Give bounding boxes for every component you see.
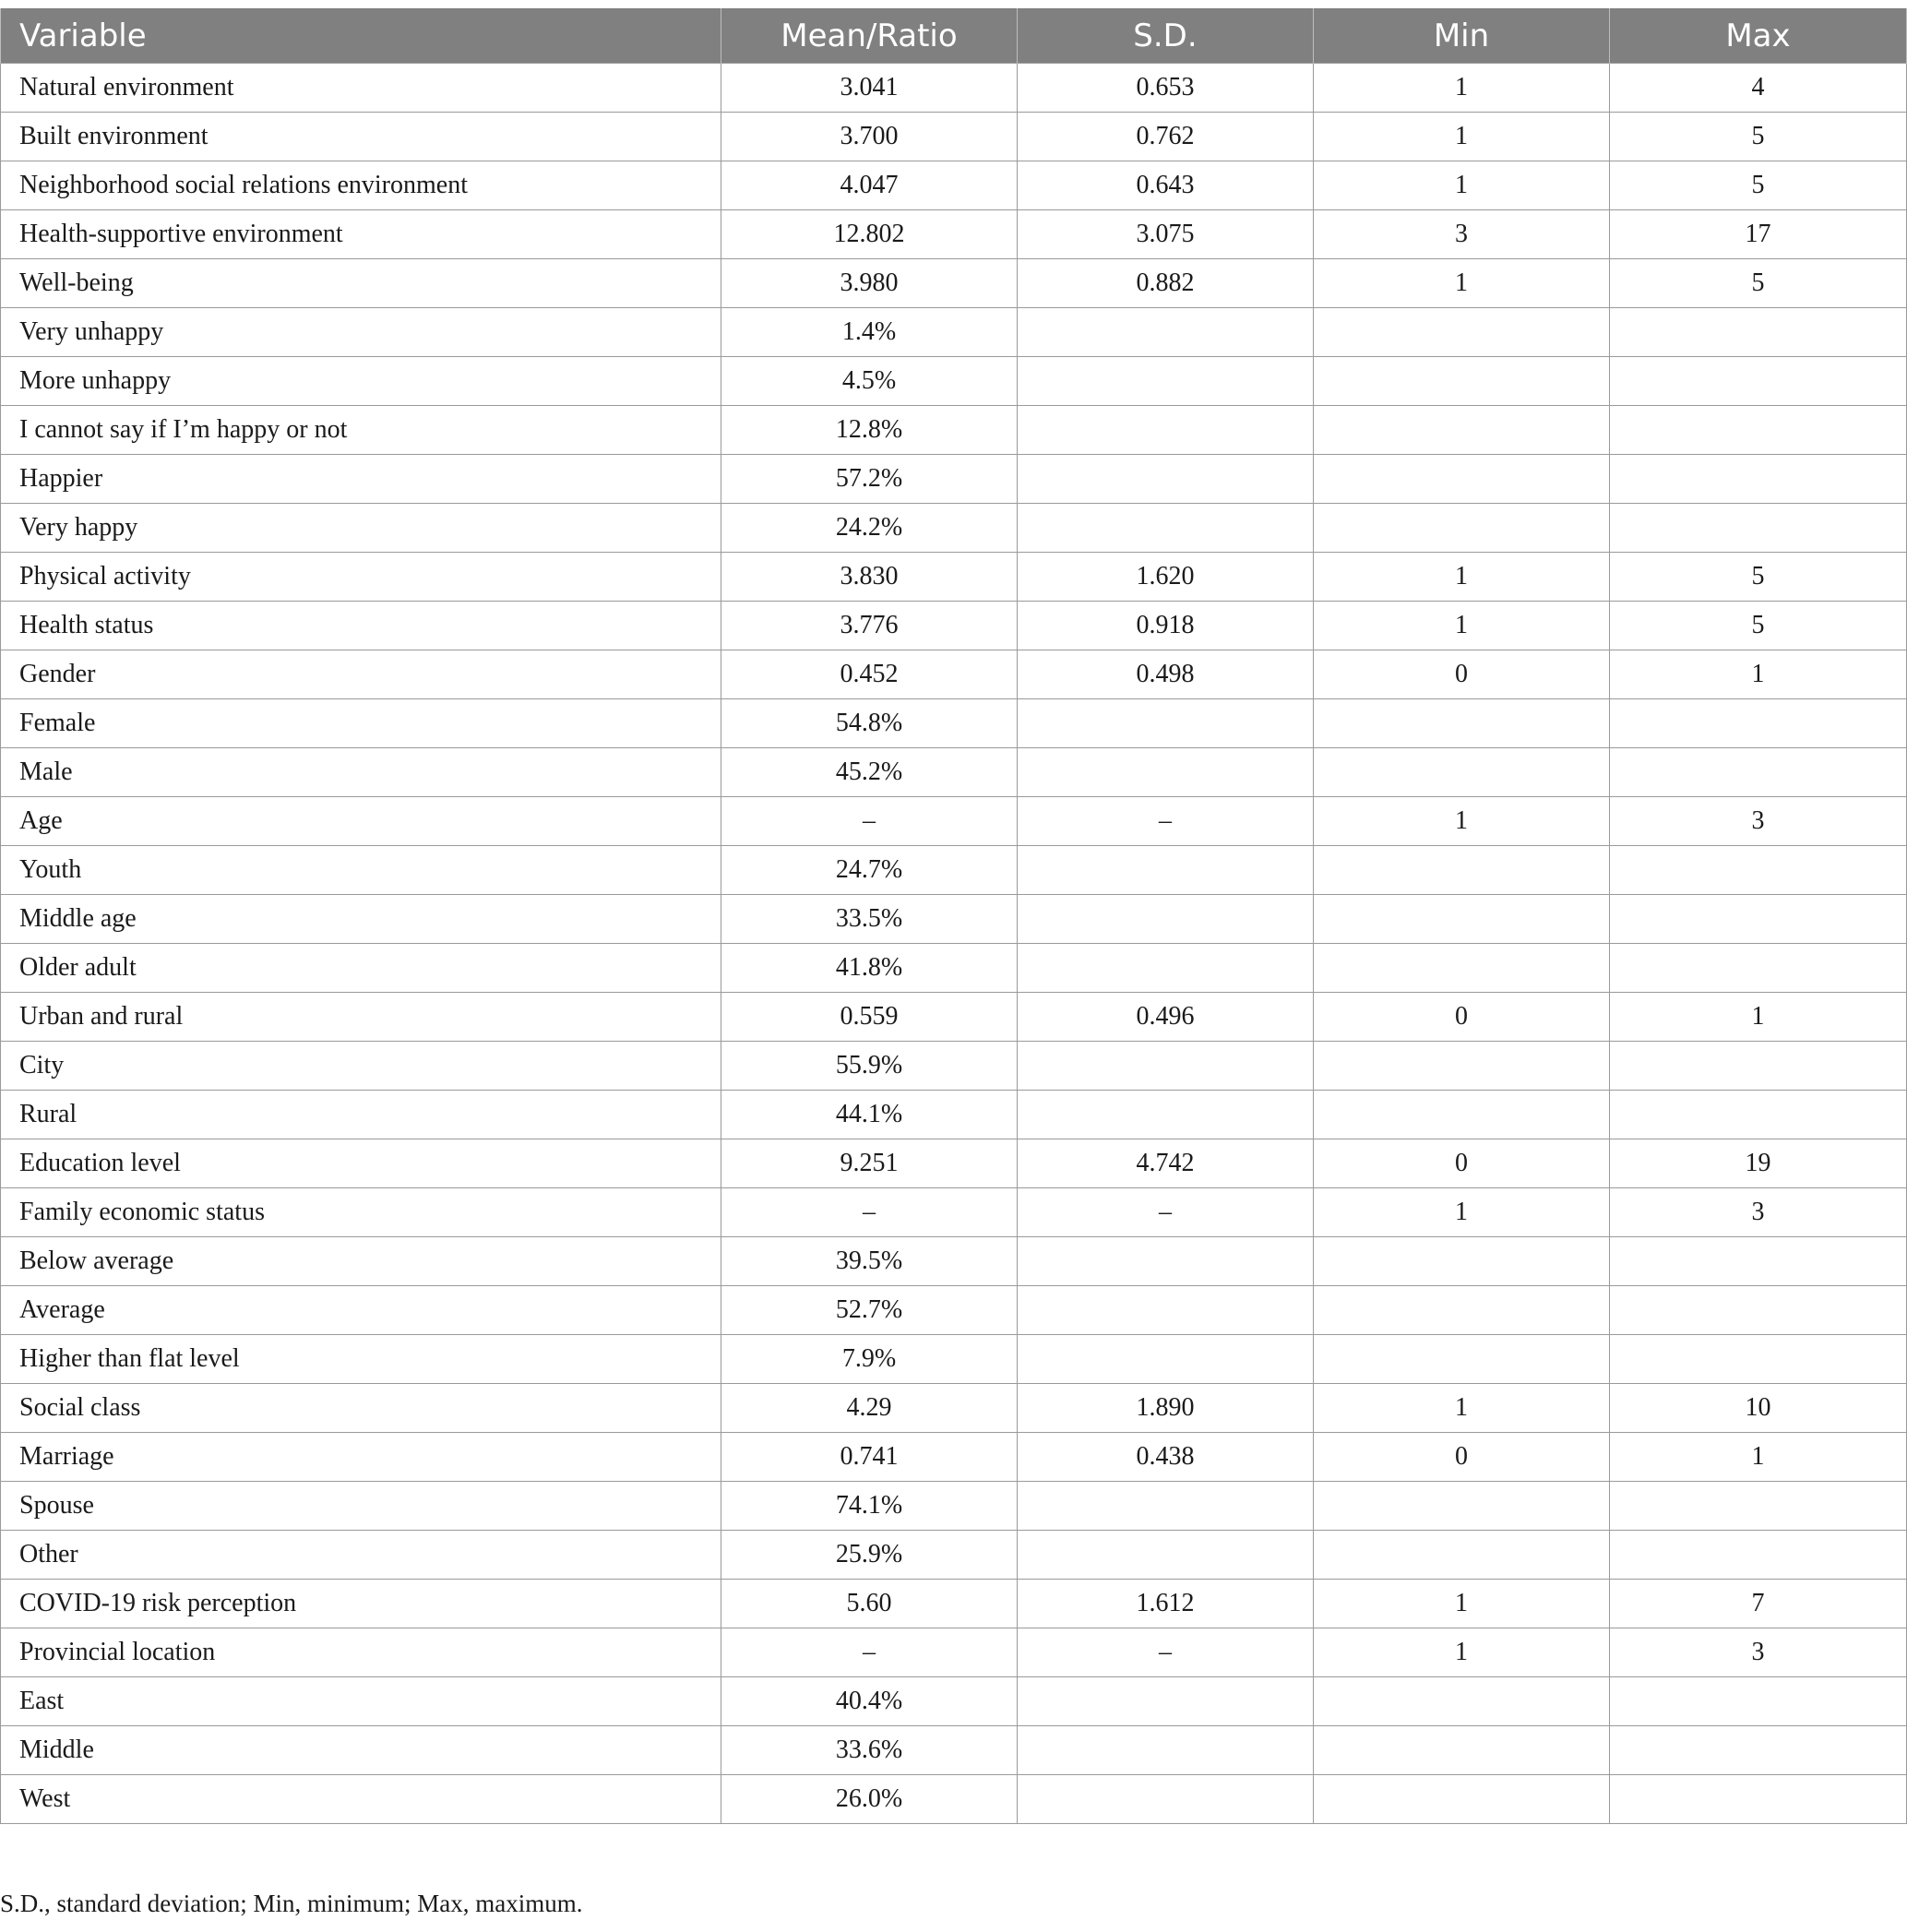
table-row (1, 846, 1907, 895)
table-row (1, 1628, 1907, 1677)
cell-mean-ratio: 7.9% (721, 1335, 1018, 1384)
table-row (1, 161, 1907, 210)
cell-sd (1018, 455, 1314, 504)
table-row (1, 1531, 1907, 1580)
cell-mean-ratio: 24.2% (721, 504, 1018, 553)
table-row (1, 357, 1907, 406)
cell-mean-ratio: 3.776 (721, 602, 1018, 650)
cell-mean-ratio: 25.9% (721, 1531, 1018, 1580)
table-row (1, 1286, 1907, 1335)
cell-max: 5 (1610, 161, 1907, 210)
cell-max: 5 (1610, 259, 1907, 308)
cell-sd (1018, 1286, 1314, 1335)
cell-sd: 0.438 (1018, 1433, 1314, 1482)
cell-variable: Built environment (1, 113, 721, 161)
table-row (1, 650, 1907, 699)
cell-min (1314, 748, 1610, 797)
cell-sd (1018, 357, 1314, 406)
table-row (1, 1775, 1907, 1824)
cell-min (1314, 1775, 1610, 1824)
cell-mean-ratio: 3.700 (721, 113, 1018, 161)
cell-variable: Provincial location (1, 1628, 721, 1677)
cell-max (1610, 944, 1907, 993)
cell-min (1314, 1482, 1610, 1531)
cell-sd: 1.620 (1018, 553, 1314, 602)
table-row (1, 455, 1907, 504)
table-row (1, 210, 1907, 259)
cell-sd: 0.762 (1018, 113, 1314, 161)
table-row (1, 504, 1907, 553)
table-row (1, 553, 1907, 602)
cell-max (1610, 699, 1907, 748)
cell-mean-ratio: 41.8% (721, 944, 1018, 993)
cell-mean-ratio: 45.2% (721, 748, 1018, 797)
cell-mean-ratio: 54.8% (721, 699, 1018, 748)
cell-mean-ratio: 12.8% (721, 406, 1018, 455)
cell-variable: Marriage (1, 1433, 721, 1482)
cell-min: 0 (1314, 1433, 1610, 1482)
cell-min: 1 (1314, 1384, 1610, 1433)
cell-min (1314, 1677, 1610, 1726)
cell-mean-ratio: 24.7% (721, 846, 1018, 895)
cell-max: 5 (1610, 553, 1907, 602)
cell-variable: Middle (1, 1726, 721, 1775)
cell-variable: Health status (1, 602, 721, 650)
cell-max (1610, 1237, 1907, 1286)
cell-sd (1018, 1775, 1314, 1824)
cell-max: 3 (1610, 1628, 1907, 1677)
cell-sd (1018, 1091, 1314, 1139)
cell-min (1314, 1237, 1610, 1286)
cell-variable: City (1, 1042, 721, 1091)
cell-min (1314, 504, 1610, 553)
cell-min: 1 (1314, 1188, 1610, 1237)
cell-max (1610, 1775, 1907, 1824)
cell-variable: Very unhappy (1, 308, 721, 357)
cell-variable: Social class (1, 1384, 721, 1433)
cell-min (1314, 455, 1610, 504)
cell-sd (1018, 895, 1314, 944)
cell-max (1610, 357, 1907, 406)
cell-sd: 0.653 (1018, 64, 1314, 113)
cell-mean-ratio: 33.6% (721, 1726, 1018, 1775)
cell-min: 0 (1314, 993, 1610, 1042)
table-row (1, 113, 1907, 161)
cell-sd (1018, 1482, 1314, 1531)
cell-min: 1 (1314, 1580, 1610, 1628)
cell-max (1610, 846, 1907, 895)
cell-variable: More unhappy (1, 357, 721, 406)
cell-max: 1 (1610, 650, 1907, 699)
cell-sd: – (1018, 1188, 1314, 1237)
cell-mean-ratio: 26.0% (721, 1775, 1018, 1824)
cell-variable: Education level (1, 1139, 721, 1188)
header-sd: S.D. (1018, 8, 1314, 64)
cell-min: 1 (1314, 259, 1610, 308)
cell-min (1314, 357, 1610, 406)
cell-variable: Natural environment (1, 64, 721, 113)
cell-sd (1018, 1531, 1314, 1580)
cell-min: 1 (1314, 113, 1610, 161)
cell-min: 1 (1314, 1628, 1610, 1677)
cell-max (1610, 455, 1907, 504)
table-row (1, 944, 1907, 993)
cell-variable: Well-being (1, 259, 721, 308)
cell-variable: Happier (1, 455, 721, 504)
cell-max (1610, 1726, 1907, 1775)
table-row (1, 259, 1907, 308)
table-row (1, 406, 1907, 455)
cell-sd (1018, 748, 1314, 797)
cell-mean-ratio: 0.559 (721, 993, 1018, 1042)
cell-sd: 0.498 (1018, 650, 1314, 699)
cell-mean-ratio: 4.29 (721, 1384, 1018, 1433)
cell-variable: Below average (1, 1237, 721, 1286)
table-row (1, 1677, 1907, 1726)
table-row (1, 1726, 1907, 1775)
cell-min (1314, 308, 1610, 357)
cell-sd: – (1018, 1628, 1314, 1677)
table-header-row (1, 8, 1907, 64)
cell-min (1314, 846, 1610, 895)
cell-sd (1018, 1335, 1314, 1384)
cell-sd: 0.918 (1018, 602, 1314, 650)
table-footnote: S.D., standard deviation; Min, minimum; Max, maximum. (0, 1890, 583, 1917)
cell-variable: Older adult (1, 944, 721, 993)
cell-variable: I cannot say if I’m happy or not (1, 406, 721, 455)
cell-mean-ratio: 1.4% (721, 308, 1018, 357)
cell-sd: 4.742 (1018, 1139, 1314, 1188)
table-row (1, 1384, 1907, 1433)
cell-max (1610, 1042, 1907, 1091)
cell-mean-ratio: 5.60 (721, 1580, 1018, 1628)
cell-mean-ratio: – (721, 1188, 1018, 1237)
table-row (1, 1335, 1907, 1384)
cell-mean-ratio: 9.251 (721, 1139, 1018, 1188)
table-row (1, 993, 1907, 1042)
cell-variable: Neighborhood social relations environment (1, 161, 721, 210)
cell-variable: Gender (1, 650, 721, 699)
cell-min: 1 (1314, 602, 1610, 650)
cell-max (1610, 1531, 1907, 1580)
cell-max: 17 (1610, 210, 1907, 259)
cell-max: 5 (1610, 113, 1907, 161)
cell-sd (1018, 846, 1314, 895)
cell-mean-ratio: 74.1% (721, 1482, 1018, 1531)
cell-mean-ratio: 4.047 (721, 161, 1018, 210)
table-row (1, 1188, 1907, 1237)
header-min: Min (1314, 8, 1610, 64)
cell-min: 3 (1314, 210, 1610, 259)
cell-max: 10 (1610, 1384, 1907, 1433)
cell-sd: 0.882 (1018, 259, 1314, 308)
cell-variable: Female (1, 699, 721, 748)
cell-mean-ratio: – (721, 797, 1018, 846)
cell-min (1314, 699, 1610, 748)
cell-variable: COVID-19 risk perception (1, 1580, 721, 1628)
header-max: Max (1610, 8, 1907, 64)
table-row (1, 797, 1907, 846)
cell-variable: Very happy (1, 504, 721, 553)
header-mean-ratio: Mean/Ratio (721, 8, 1018, 64)
cell-max (1610, 1286, 1907, 1335)
cell-variable: Other (1, 1531, 721, 1580)
cell-min (1314, 1335, 1610, 1384)
cell-sd: 0.496 (1018, 993, 1314, 1042)
table-row (1, 1237, 1907, 1286)
cell-max: 4 (1610, 64, 1907, 113)
cell-sd (1018, 504, 1314, 553)
cell-sd: 1.890 (1018, 1384, 1314, 1433)
table-row (1, 1139, 1907, 1188)
cell-mean-ratio: 12.802 (721, 210, 1018, 259)
cell-max (1610, 308, 1907, 357)
cell-max (1610, 1335, 1907, 1384)
cell-min: 0 (1314, 650, 1610, 699)
cell-max: 1 (1610, 993, 1907, 1042)
cell-max (1610, 895, 1907, 944)
cell-sd: – (1018, 797, 1314, 846)
cell-min (1314, 406, 1610, 455)
cell-min (1314, 1042, 1610, 1091)
header-variable: Variable (1, 8, 721, 64)
cell-mean-ratio: 0.741 (721, 1433, 1018, 1482)
cell-sd (1018, 1042, 1314, 1091)
cell-max: 1 (1610, 1433, 1907, 1482)
cell-sd (1018, 1726, 1314, 1775)
cell-max (1610, 406, 1907, 455)
cell-mean-ratio: 0.452 (721, 650, 1018, 699)
cell-mean-ratio: 44.1% (721, 1091, 1018, 1139)
cell-variable: Family economic status (1, 1188, 721, 1237)
cell-sd (1018, 699, 1314, 748)
table-row (1, 1482, 1907, 1531)
cell-min (1314, 895, 1610, 944)
cell-variable: Spouse (1, 1482, 721, 1531)
cell-variable: Youth (1, 846, 721, 895)
table-body (1, 64, 1907, 1824)
cell-max (1610, 1677, 1907, 1726)
cell-mean-ratio: 40.4% (721, 1677, 1018, 1726)
cell-variable: Middle age (1, 895, 721, 944)
cell-variable: Health-supportive environment (1, 210, 721, 259)
table-row (1, 308, 1907, 357)
cell-mean-ratio: – (721, 1628, 1018, 1677)
cell-mean-ratio: 52.7% (721, 1286, 1018, 1335)
statistics-table-container (0, 8, 1906, 1824)
cell-min (1314, 1091, 1610, 1139)
cell-min: 0 (1314, 1139, 1610, 1188)
cell-mean-ratio: 55.9% (721, 1042, 1018, 1091)
cell-variable: Physical activity (1, 553, 721, 602)
cell-mean-ratio: 3.980 (721, 259, 1018, 308)
table-row (1, 699, 1907, 748)
cell-max (1610, 504, 1907, 553)
cell-mean-ratio: 33.5% (721, 895, 1018, 944)
cell-variable: Higher than flat level (1, 1335, 721, 1384)
cell-sd (1018, 1237, 1314, 1286)
cell-mean-ratio: 3.830 (721, 553, 1018, 602)
cell-min: 1 (1314, 161, 1610, 210)
cell-min (1314, 1286, 1610, 1335)
cell-min (1314, 944, 1610, 993)
descriptive-statistics-table (0, 8, 1907, 1824)
cell-sd: 0.643 (1018, 161, 1314, 210)
table-row (1, 1580, 1907, 1628)
cell-min: 1 (1314, 797, 1610, 846)
cell-mean-ratio: 4.5% (721, 357, 1018, 406)
cell-min: 1 (1314, 64, 1610, 113)
cell-max (1610, 1482, 1907, 1531)
cell-variable: Average (1, 1286, 721, 1335)
table-row (1, 895, 1907, 944)
table-row (1, 64, 1907, 113)
cell-mean-ratio: 39.5% (721, 1237, 1018, 1286)
cell-mean-ratio: 3.041 (721, 64, 1018, 113)
cell-variable: Urban and rural (1, 993, 721, 1042)
cell-variable: Age (1, 797, 721, 846)
cell-max (1610, 1091, 1907, 1139)
table-row (1, 1042, 1907, 1091)
table-row (1, 1433, 1907, 1482)
cell-max (1610, 748, 1907, 797)
table-row (1, 1091, 1907, 1139)
cell-max: 5 (1610, 602, 1907, 650)
cell-variable: Rural (1, 1091, 721, 1139)
cell-sd (1018, 308, 1314, 357)
cell-max: 19 (1610, 1139, 1907, 1188)
cell-max: 3 (1610, 1188, 1907, 1237)
cell-max: 7 (1610, 1580, 1907, 1628)
cell-min: 1 (1314, 553, 1610, 602)
table-row (1, 748, 1907, 797)
cell-variable: East (1, 1677, 721, 1726)
cell-sd (1018, 944, 1314, 993)
cell-variable: Male (1, 748, 721, 797)
cell-sd: 1.612 (1018, 1580, 1314, 1628)
cell-min (1314, 1531, 1610, 1580)
cell-sd (1018, 1677, 1314, 1726)
table-row (1, 602, 1907, 650)
cell-min (1314, 1726, 1610, 1775)
cell-variable: West (1, 1775, 721, 1824)
cell-mean-ratio: 57.2% (721, 455, 1018, 504)
cell-sd (1018, 406, 1314, 455)
cell-sd: 3.075 (1018, 210, 1314, 259)
cell-max: 3 (1610, 797, 1907, 846)
